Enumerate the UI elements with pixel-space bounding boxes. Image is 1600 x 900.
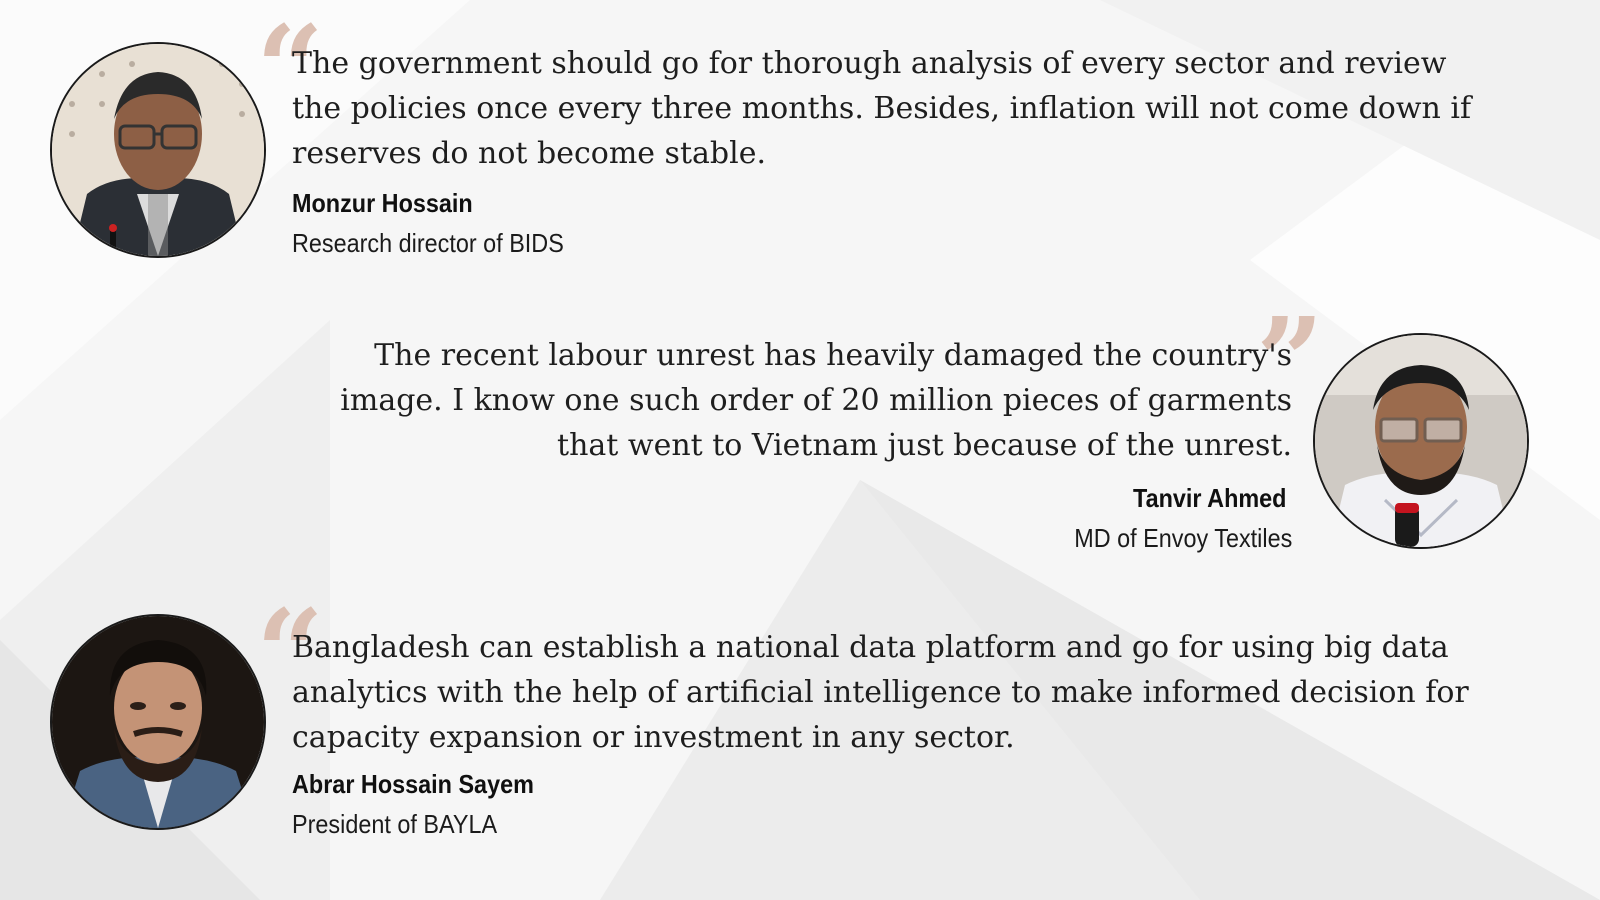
speaker-name: Monzur Hossain bbox=[292, 188, 473, 218]
monzur-hossain-photo bbox=[50, 42, 266, 258]
close-quote-icon: ” bbox=[1256, 291, 1324, 430]
portrait-icon bbox=[1315, 335, 1527, 547]
abrar-hossain-sayem-photo bbox=[50, 614, 266, 830]
speaker-name: Abrar Hossain Sayem bbox=[292, 769, 534, 799]
speaker-name: Tanvir Ahmed bbox=[1132, 483, 1286, 513]
quote-text: The government should go for thorough analysis of every sector and review the policies once every three months. Besides, inflation will not come down if reserves do not become stable. bbox=[292, 46, 1472, 171]
speaker-role: MD of Envoy Textiles bbox=[1073, 523, 1292, 553]
open-quote-icon: “ bbox=[256, 583, 324, 722]
speaker-role: Research director of BIDS bbox=[292, 228, 564, 258]
open-quote-icon: “ bbox=[256, 0, 324, 138]
speaker-role: President of BAYLA bbox=[292, 809, 498, 839]
portrait-icon bbox=[52, 44, 264, 256]
quote-text: The recent labour unrest has heavily damaged the country's image. I know one such order of 20 million pieces of garments that went to Vietnam just because of the unrest. bbox=[340, 338, 1292, 463]
portrait-icon bbox=[52, 616, 264, 828]
quote-text: Bangladesh can establish a national data platform and go for using big data analytics with the help of artificial intelligence to make informed decision for capacity expansion or investment in any sector. bbox=[292, 630, 1469, 755]
tanvir-ahmed-photo bbox=[1313, 333, 1529, 549]
